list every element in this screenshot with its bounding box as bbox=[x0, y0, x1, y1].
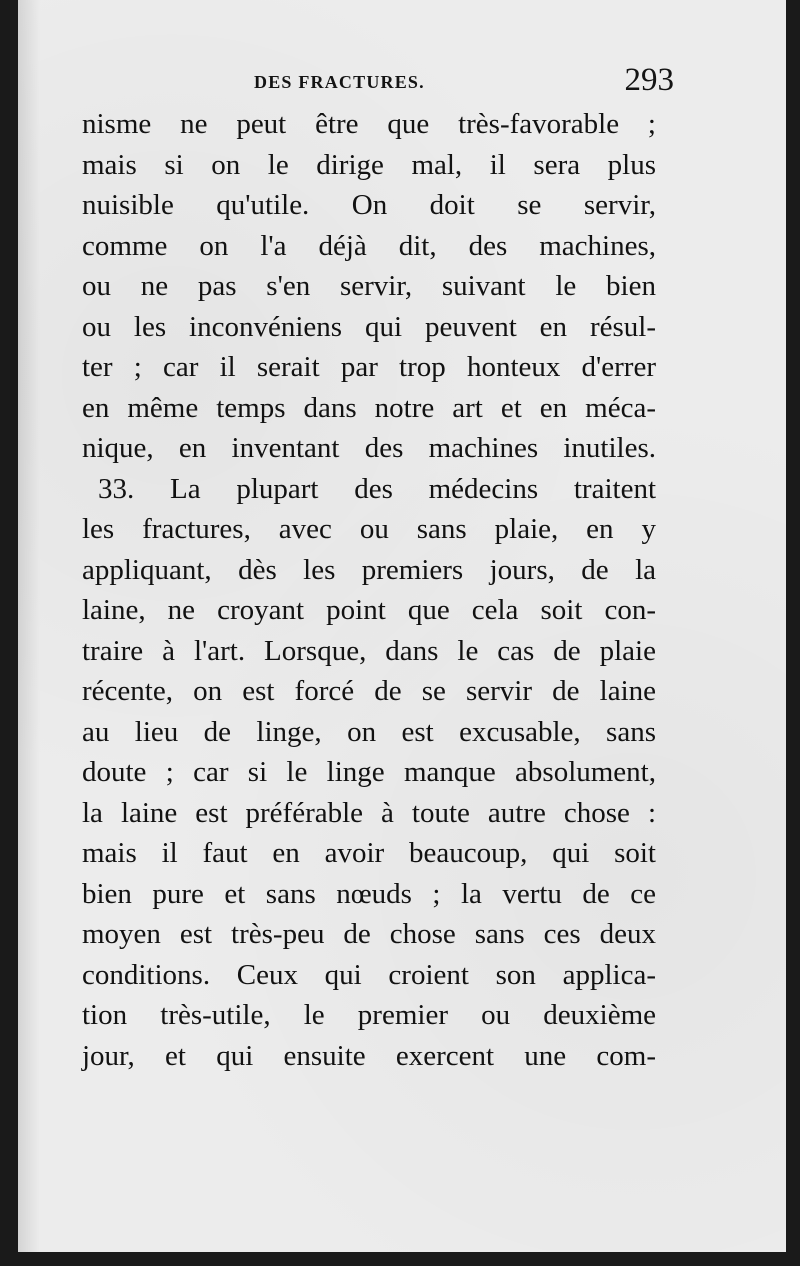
text-line: au lieu de linge, on est excusable, sans bbox=[82, 715, 656, 748]
text-line: mais si on le dirige mal, il sera plus bbox=[82, 148, 656, 181]
text-line: ter ; car il serait par trop honteux d'errer bbox=[82, 351, 656, 383]
text-line: conditions. Ceux qui croient son applica- bbox=[82, 958, 656, 991]
text-line: moyen est très-peu de chose sans ces deux bbox=[82, 918, 656, 950]
text-line: récente, on est forcé de se servir de laine bbox=[82, 675, 656, 707]
text-line: tion très-utile, le premier ou deuxième bbox=[82, 999, 656, 1031]
text-line: nisme ne peut être que très-favorable ; bbox=[82, 108, 656, 140]
text-line: comme on l'a déjà dit, des machines, bbox=[82, 229, 656, 262]
text-line: en même temps dans notre art et en méca- bbox=[82, 391, 656, 424]
text-line: laine, ne croyant point que cela soit con- bbox=[82, 594, 656, 626]
book-page bbox=[18, 0, 786, 1252]
text-line: bien pure et sans nœuds ; la vertu de ce bbox=[82, 877, 656, 910]
text-line: ou ne pas s'en servir, suivant le bien bbox=[82, 270, 656, 302]
text-line: jour, et qui ensuite exercent une com- bbox=[82, 1039, 656, 1072]
paragraph-start-line: 33. La plupart des médecins traitent bbox=[98, 472, 656, 505]
gutter-shadow bbox=[18, 0, 40, 1252]
text-line: appliquant, dès les premiers jours, de la bbox=[82, 553, 656, 586]
text-line: nuisible qu'utile. On doit se servir, bbox=[82, 189, 656, 221]
body-text bbox=[82, 104, 656, 1076]
running-head: DES FRACTURES. bbox=[254, 72, 425, 92]
text-line: les fractures, avec ou sans plaie, en y bbox=[82, 513, 656, 545]
text-line: nique, en inventant des machines inutiles. bbox=[82, 432, 656, 464]
text-line: mais il faut en avoir beaucoup, qui soit bbox=[82, 837, 656, 869]
page-header bbox=[254, 62, 674, 98]
text-line: la laine est préférable à toute autre chose : bbox=[82, 796, 656, 829]
page-number: 293 bbox=[624, 62, 674, 98]
text-line: traire à l'art. Lorsque, dans le cas de plaie bbox=[82, 634, 656, 667]
text-line: doute ; car si le linge manque absolument, bbox=[82, 756, 656, 788]
text-line: ou les inconvéniens qui peuvent en résul- bbox=[82, 310, 656, 343]
